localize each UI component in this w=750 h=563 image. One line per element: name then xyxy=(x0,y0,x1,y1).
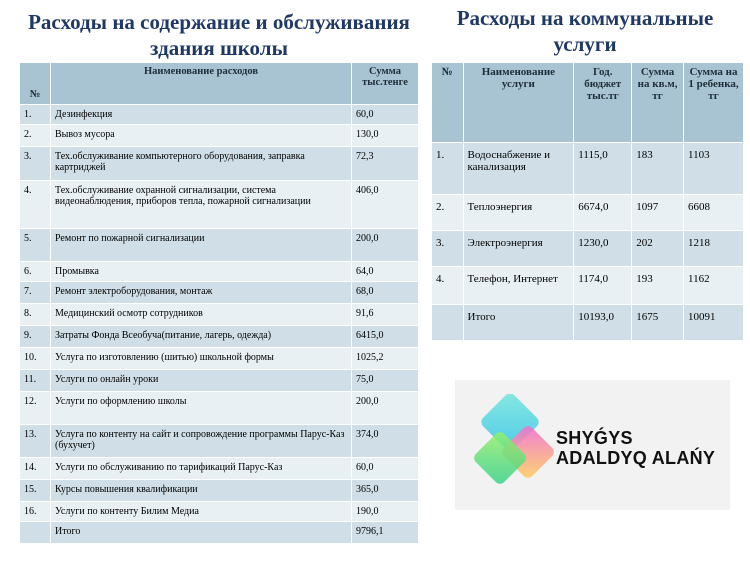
row-expense-name: Дезинфекция xyxy=(51,105,352,125)
row-sum: 1025,2 xyxy=(352,348,419,370)
row-num xyxy=(20,522,51,544)
row-sum: 75,0 xyxy=(352,370,419,392)
school-maintenance-expenses-table xyxy=(19,62,419,544)
logo-card xyxy=(455,380,730,510)
row-num: 3. xyxy=(20,147,51,181)
row-expense-name: Медицинский осмотр сотрудников xyxy=(51,304,352,326)
row-service-name: Теплоэнергия xyxy=(463,195,574,231)
row-expense-name: Затраты Фонда Всеобуча(питание, лагерь, одежда) xyxy=(51,326,352,348)
row-expense-name: Услуги по контенту Билим Медиа xyxy=(51,502,352,522)
row-service-name: Электроэнергия xyxy=(463,231,574,267)
row-sum: 406,0 xyxy=(352,181,419,229)
row-expense-name: Услуги по оформлению школы xyxy=(51,392,352,425)
logo-line1: SHYǴYS xyxy=(556,428,633,448)
table-header-row xyxy=(20,63,419,105)
utility-expenses-table xyxy=(431,62,744,341)
table-row xyxy=(20,262,419,282)
table-row xyxy=(20,125,419,147)
row-expense-name: Услуги по обслуживанию по тарификаций Парус-Каз xyxy=(51,458,352,480)
row-sum-per-sqm: 193 xyxy=(632,267,684,305)
row-num: 2. xyxy=(432,195,464,231)
row-annual-budget: 10193,0 xyxy=(574,305,632,341)
row-sum: 91,6 xyxy=(352,304,419,326)
table-row xyxy=(20,282,419,304)
header-sum: Сумма тыс.тенге xyxy=(352,63,419,105)
row-sum: 68,0 xyxy=(352,282,419,304)
header-annual-budget: Год. бюджет тыс.тг xyxy=(574,63,632,143)
row-sum: 64,0 xyxy=(352,262,419,282)
row-num: 13. xyxy=(20,425,51,458)
table-row xyxy=(20,502,419,522)
table-row xyxy=(20,370,419,392)
row-sum-per-child: 6608 xyxy=(684,195,744,231)
table-row xyxy=(432,267,744,305)
row-num: 2. xyxy=(20,125,51,147)
row-expense-name: Услуги по онлайн уроки xyxy=(51,370,352,392)
row-sum-per-sqm: 1097 xyxy=(632,195,684,231)
row-sum-per-sqm: 202 xyxy=(632,231,684,267)
row-service-name: Итого xyxy=(463,305,574,341)
table-row xyxy=(432,231,744,267)
row-service-name: Водоснабжение и канализация xyxy=(463,143,574,195)
layered-diamond-icon xyxy=(468,394,560,494)
row-sum: 374,0 xyxy=(352,425,419,458)
table-row xyxy=(20,458,419,480)
header-num: № xyxy=(20,63,51,105)
row-sum: 60,0 xyxy=(352,458,419,480)
row-sum: 9796,1 xyxy=(352,522,419,544)
row-sum: 60,0 xyxy=(352,105,419,125)
header-expense-name: Наименование расходов xyxy=(51,63,352,105)
row-service-name: Телефон, Интернет xyxy=(463,267,574,305)
row-num: 3. xyxy=(432,231,464,267)
row-expense-name: Ремонт электроборудования, монтаж xyxy=(51,282,352,304)
row-sum-per-sqm: 1675 xyxy=(632,305,684,341)
row-num: 15. xyxy=(20,480,51,502)
table-row xyxy=(20,480,419,502)
logo-wordmark xyxy=(556,428,715,468)
row-num: 1. xyxy=(20,105,51,125)
row-annual-budget: 1115,0 xyxy=(574,143,632,195)
row-num: 5. xyxy=(20,229,51,262)
table-row xyxy=(20,304,419,326)
row-sum-per-child: 1218 xyxy=(684,231,744,267)
logo-line2: ADALDYQ ALAŃY xyxy=(556,448,716,468)
left-table-title: Расходы на содержание и обслуживания здания школы xyxy=(28,10,410,60)
table-row xyxy=(20,326,419,348)
row-expense-name: Тех.обслуживание компьютерного оборудования, заправка картриджей xyxy=(51,147,352,181)
right-table-title: Расходы на коммунальные услуги xyxy=(456,6,714,56)
row-annual-budget: 6674,0 xyxy=(574,195,632,231)
row-expense-name: Итого xyxy=(51,522,352,544)
row-annual-budget: 1230,0 xyxy=(574,231,632,267)
row-num: 9. xyxy=(20,326,51,348)
table-row xyxy=(20,522,419,544)
row-num xyxy=(432,305,464,341)
row-num: 14. xyxy=(20,458,51,480)
table-row xyxy=(432,195,744,231)
row-sum: 190,0 xyxy=(352,502,419,522)
row-sum: 6415,0 xyxy=(352,326,419,348)
row-num: 8. xyxy=(20,304,51,326)
row-sum-per-sqm: 183 xyxy=(632,143,684,195)
row-sum: 365,0 xyxy=(352,480,419,502)
row-sum-per-child: 1103 xyxy=(684,143,744,195)
row-num: 12. xyxy=(20,392,51,425)
row-expense-name: Курсы повышения квалификации xyxy=(51,480,352,502)
row-expense-name: Услуга по контенту на сайт и сопровождение программы Парус-Каз (бухучет) xyxy=(51,425,352,458)
row-expense-name: Вывоз мусора xyxy=(51,125,352,147)
row-expense-name: Услуга по изготовлению (шитью) школьной формы xyxy=(51,348,352,370)
row-sum: 130,0 xyxy=(352,125,419,147)
table-row xyxy=(20,348,419,370)
header-num: № xyxy=(432,63,464,143)
table-row xyxy=(432,305,744,341)
row-sum: 200,0 xyxy=(352,392,419,425)
row-sum-per-child: 1162 xyxy=(684,267,744,305)
row-num: 7. xyxy=(20,282,51,304)
table-row xyxy=(432,143,744,195)
table-row xyxy=(20,229,419,262)
row-sum: 200,0 xyxy=(352,229,419,262)
table-row xyxy=(20,147,419,181)
row-num: 1. xyxy=(432,143,464,195)
row-expense-name: Ремонт по пожарной сигнализации xyxy=(51,229,352,262)
row-sum-per-child: 10091 xyxy=(684,305,744,341)
row-num: 4. xyxy=(432,267,464,305)
table-header-row xyxy=(432,63,744,143)
row-annual-budget: 1174,0 xyxy=(574,267,632,305)
row-num: 16. xyxy=(20,502,51,522)
header-sum-per-child: Сумма на 1 ребенка, тг xyxy=(684,63,744,143)
table-row xyxy=(20,425,419,458)
table-row xyxy=(20,181,419,229)
row-num: 4. xyxy=(20,181,51,229)
header-service-name: Наименование услуги xyxy=(463,63,574,143)
row-num: 11. xyxy=(20,370,51,392)
row-expense-name: Промывка xyxy=(51,262,352,282)
table-row xyxy=(20,105,419,125)
row-expense-name: Тех.обслуживание охранной сигнализации, система видеонаблюдения, приборов тепла, пожарной сигнализации xyxy=(51,181,352,229)
table-row xyxy=(20,392,419,425)
header-sum-per-sqm: Сумма на кв.м, тг xyxy=(632,63,684,143)
row-num: 10. xyxy=(20,348,51,370)
row-sum: 72,3 xyxy=(352,147,419,181)
row-num: 6. xyxy=(20,262,51,282)
